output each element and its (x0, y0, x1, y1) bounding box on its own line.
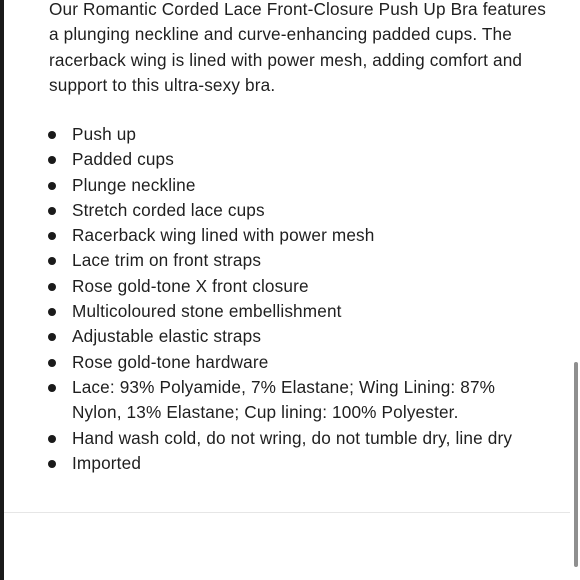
feature-list-item (0, 324, 570, 349)
product-description: Our Romantic Corded Lace Front-Closure Push Up Bra features a plunging neckline and curve-enhancing padded cups. The racerback wing is lined with power mesh, adding comfort and support to this ultra-sexy bra. (49, 0, 546, 95)
bullet-dot-icon (48, 308, 56, 316)
feature-text: Lace trim on front straps (72, 250, 262, 271)
section-divider (4, 512, 570, 513)
feature-text: Hand wash cold, do not wring, do not tumble dry, line dry (72, 427, 513, 448)
feature-text: Lace: 93% Polyamide, 7% Elastane; Wing Lining: 87% Nylon, 13% Elastane; Cup lining: 100% Polyester. (72, 376, 496, 423)
bullet-dot-icon (48, 333, 56, 341)
feature-list (0, 122, 570, 476)
feature-list-item (0, 198, 570, 223)
feature-list-item (0, 299, 570, 324)
feature-text: Adjustable elastic straps (72, 326, 262, 347)
feature-text: Imported (72, 452, 142, 473)
feature-list-item (0, 350, 570, 375)
feature-text: Rose gold-tone hardware (72, 351, 269, 372)
feature-list-item (0, 122, 570, 147)
feature-list-item (0, 248, 570, 273)
bullet-dot-icon (48, 283, 56, 291)
bullet-dot-icon (48, 207, 56, 215)
feature-list-item (0, 274, 570, 299)
feature-text: Multicoloured stone embellishment (72, 301, 342, 322)
feature-text: Padded cups (72, 149, 174, 170)
scrollbar-thumb[interactable] (574, 362, 578, 567)
bullet-dot-icon (48, 257, 56, 265)
bullet-dot-icon (48, 359, 56, 367)
feature-text: Plunge neckline (72, 174, 196, 195)
feature-list-item (0, 426, 570, 451)
bullet-dot-icon (48, 156, 56, 164)
feature-list-item (0, 173, 570, 198)
feature-list-item (0, 451, 570, 476)
feature-text: Rose gold-tone X front closure (72, 275, 309, 296)
feature-list-item (0, 147, 570, 172)
bullet-dot-icon (48, 182, 56, 190)
feature-text: Racerback wing lined with power mesh (72, 225, 375, 246)
bullet-dot-icon (48, 460, 56, 468)
bullet-dot-icon (48, 384, 56, 392)
feature-text: Push up (72, 124, 137, 144)
feature-list-item (0, 375, 570, 426)
scrollbar[interactable] (574, 0, 580, 580)
feature-text: Stretch corded lace cups (72, 199, 265, 220)
feature-list-item (0, 223, 570, 248)
bullet-dot-icon (48, 131, 56, 139)
bullet-dot-icon (48, 435, 56, 443)
bullet-dot-icon (48, 232, 56, 240)
